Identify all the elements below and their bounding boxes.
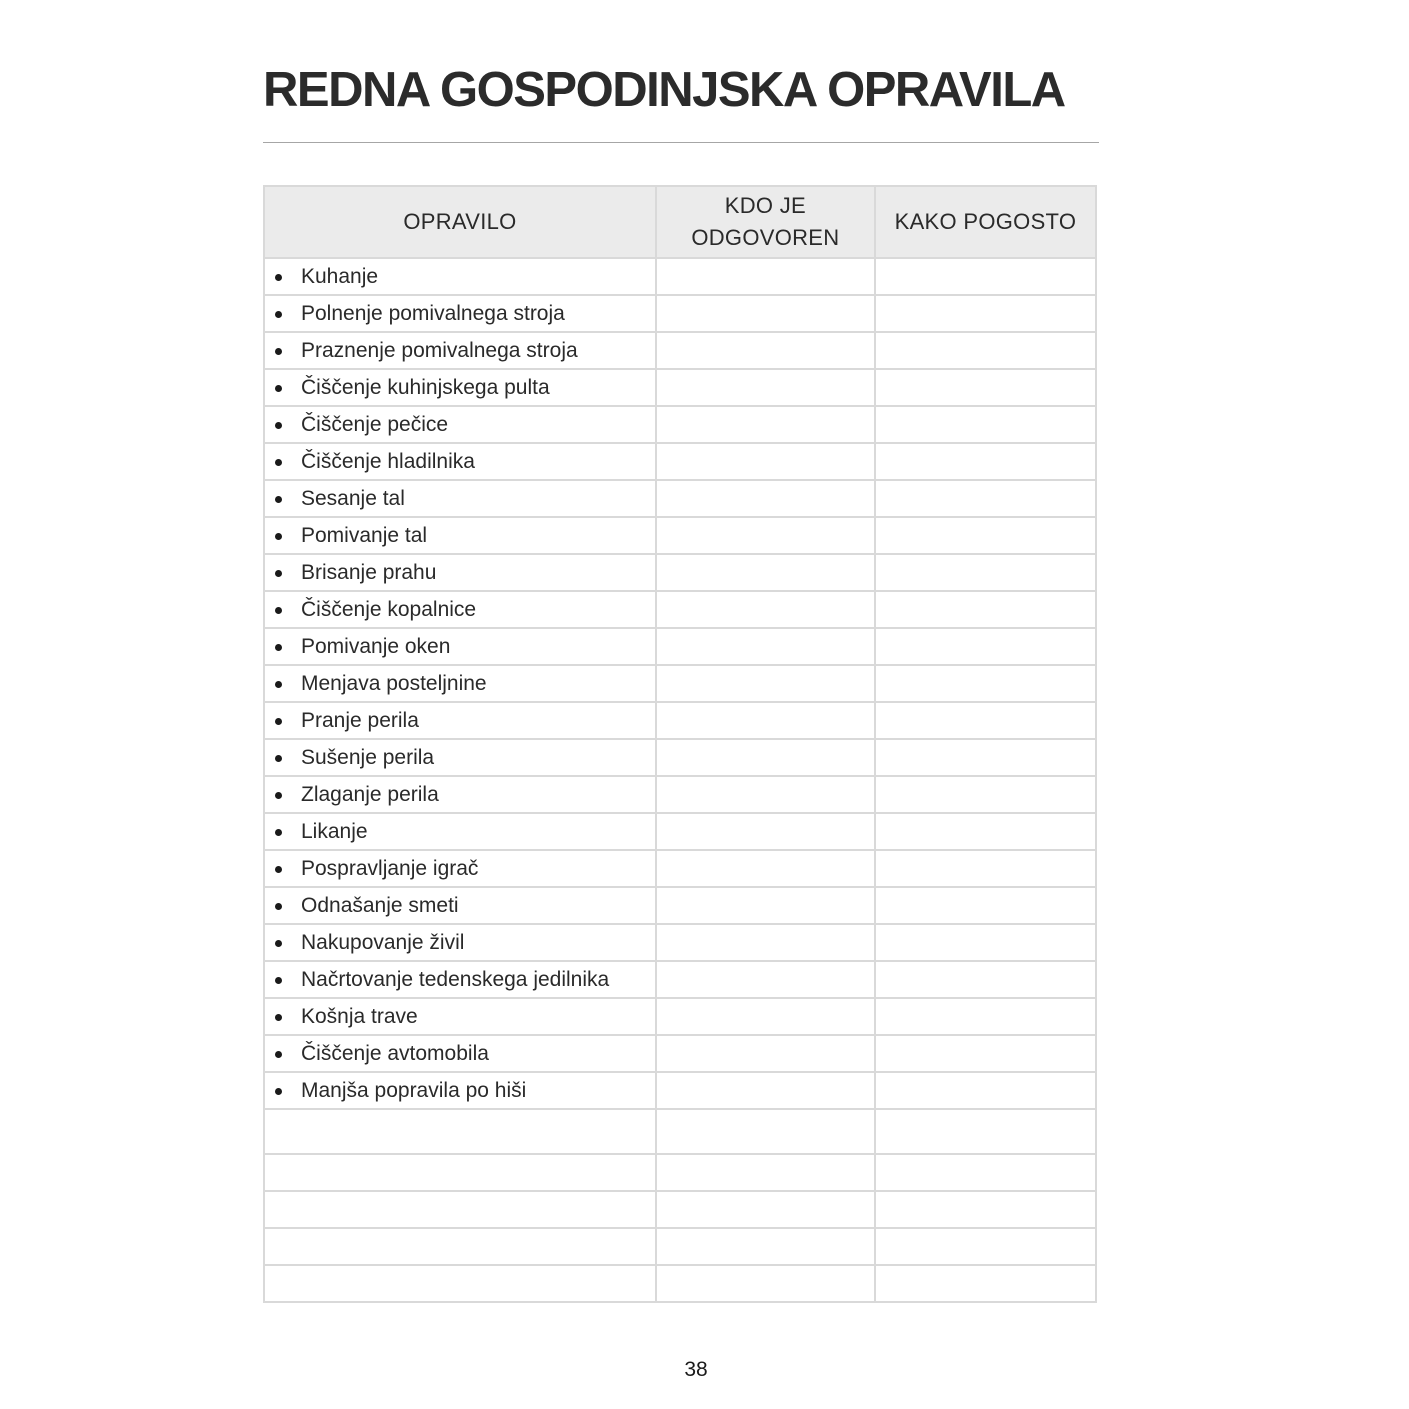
task-label: Pomivanje tal <box>301 523 428 547</box>
task-cell <box>264 850 656 887</box>
task-cell <box>264 628 656 665</box>
bullet-icon <box>275 422 282 429</box>
task-label: Košnja trave <box>301 1004 418 1028</box>
bullet-icon <box>275 792 282 799</box>
who-responsible-cell[interactable] <box>656 406 875 443</box>
bullet-icon <box>275 903 282 910</box>
task-label: Manjša popravila po hiši <box>301 1078 527 1102</box>
bullet-icon <box>275 977 282 984</box>
task-label: Pospravljanje igrač <box>301 856 479 880</box>
task-label: Praznenje pomivalnega stroja <box>301 338 578 362</box>
how-often-cell[interactable] <box>875 406 1096 443</box>
empty-who-cell[interactable] <box>656 1154 875 1191</box>
who-responsible-cell[interactable] <box>656 332 875 369</box>
empty-how-cell[interactable] <box>875 1109 1096 1154</box>
task-label: Sušenje perila <box>301 745 435 769</box>
how-often-cell[interactable] <box>875 850 1096 887</box>
empty-task-cell[interactable] <box>264 1228 656 1265</box>
task-label: Likanje <box>301 819 368 843</box>
who-responsible-cell[interactable] <box>656 554 875 591</box>
page-title: REDNA GOSPODINJSKA OPRAVILA <box>263 63 1065 117</box>
bullet-icon <box>275 496 282 503</box>
empty-row <box>264 1154 1096 1191</box>
bullet-icon <box>275 533 282 540</box>
bullet-icon <box>275 274 282 281</box>
table-row <box>264 517 1096 554</box>
bullet-icon <box>275 718 282 725</box>
who-responsible-cell[interactable] <box>656 480 875 517</box>
empty-task-cell[interactable] <box>264 1265 656 1302</box>
header-who-responsible <box>656 186 875 258</box>
table-row <box>264 369 1096 406</box>
empty-task-cell[interactable] <box>264 1154 656 1191</box>
table-row <box>264 739 1096 776</box>
task-label: Zlaganje perila <box>301 782 439 806</box>
who-responsible-cell[interactable] <box>656 369 875 406</box>
bullet-icon <box>275 829 282 836</box>
table-row <box>264 702 1096 739</box>
task-cell <box>264 961 656 998</box>
task-cell <box>264 998 656 1035</box>
how-often-cell[interactable] <box>875 369 1096 406</box>
task-cell <box>264 517 656 554</box>
who-responsible-cell[interactable] <box>656 628 875 665</box>
who-responsible-cell[interactable] <box>656 258 875 295</box>
who-responsible-cell[interactable] <box>656 924 875 961</box>
how-often-cell[interactable] <box>875 554 1096 591</box>
page-number: 38 <box>684 1358 708 1381</box>
how-often-cell[interactable] <box>875 702 1096 739</box>
header-who-line1: KDO JE <box>724 193 807 218</box>
who-responsible-cell[interactable] <box>656 295 875 332</box>
header-how-often: KAKO POGOSTO <box>875 186 1096 258</box>
bullet-icon <box>275 1088 282 1095</box>
task-cell <box>264 924 656 961</box>
bullet-icon <box>275 385 282 392</box>
empty-who-cell[interactable] <box>656 1265 875 1302</box>
task-label: Čiščenje hladilnika <box>301 449 475 473</box>
task-label: Sesanje tal <box>301 486 405 510</box>
empty-task-cell[interactable] <box>264 1191 656 1228</box>
table-header-row <box>264 186 1096 258</box>
task-label: Čiščenje kopalnice <box>301 597 477 621</box>
how-often-cell[interactable] <box>875 628 1096 665</box>
how-often-cell[interactable] <box>875 998 1096 1035</box>
how-often-cell[interactable] <box>875 813 1096 850</box>
table-row <box>264 628 1096 665</box>
table-row <box>264 776 1096 813</box>
table-row <box>264 665 1096 702</box>
table-row <box>264 295 1096 332</box>
table-row <box>264 332 1096 369</box>
how-often-cell[interactable] <box>875 443 1096 480</box>
task-label: Čiščenje avtomobila <box>301 1041 489 1065</box>
bullet-icon <box>275 866 282 873</box>
task-cell <box>264 480 656 517</box>
title-divider <box>263 142 1099 143</box>
who-responsible-cell[interactable] <box>656 665 875 702</box>
task-cell <box>264 554 656 591</box>
empty-row <box>264 1109 1096 1154</box>
how-often-cell[interactable] <box>875 591 1096 628</box>
bullet-icon <box>275 940 282 947</box>
how-often-cell[interactable] <box>875 332 1096 369</box>
table-row <box>264 1035 1096 1072</box>
table-row <box>264 887 1096 924</box>
how-often-cell[interactable] <box>875 258 1096 295</box>
how-often-cell[interactable] <box>875 1072 1096 1109</box>
task-cell <box>264 406 656 443</box>
task-cell <box>264 591 656 628</box>
table-body <box>264 258 1096 1302</box>
bullet-icon <box>275 311 282 318</box>
task-label: Odnašanje smeti <box>301 893 459 917</box>
who-responsible-cell[interactable] <box>656 887 875 924</box>
task-label: Kuhanje <box>301 264 379 288</box>
bullet-icon <box>275 755 282 762</box>
bullet-icon <box>275 681 282 688</box>
table-row <box>264 850 1096 887</box>
table-row <box>264 813 1096 850</box>
empty-how-cell[interactable] <box>875 1191 1096 1228</box>
task-label: Čiščenje kuhinjskega pulta <box>301 375 550 399</box>
empty-row <box>264 1191 1096 1228</box>
bullet-icon <box>275 607 282 614</box>
table-row <box>264 554 1096 591</box>
table-row <box>264 443 1096 480</box>
table-row <box>264 1072 1096 1109</box>
task-cell <box>264 776 656 813</box>
chores-table <box>263 185 1097 1303</box>
task-cell <box>264 369 656 406</box>
task-cell <box>264 1035 656 1072</box>
task-label: Pranje perila <box>301 708 419 732</box>
how-often-cell[interactable] <box>875 924 1096 961</box>
table-row <box>264 961 1096 998</box>
bullet-icon <box>275 644 282 651</box>
who-responsible-cell[interactable] <box>656 1035 875 1072</box>
table-row <box>264 258 1096 295</box>
task-cell <box>264 702 656 739</box>
task-label: Čiščenje pečice <box>301 412 449 436</box>
task-label: Polnenje pomivalnega stroja <box>301 301 565 325</box>
who-responsible-cell[interactable] <box>656 776 875 813</box>
task-cell <box>264 1072 656 1109</box>
empty-how-cell[interactable] <box>875 1265 1096 1302</box>
who-responsible-cell[interactable] <box>656 813 875 850</box>
table-row <box>264 480 1096 517</box>
empty-task-cell[interactable] <box>264 1109 656 1154</box>
empty-row <box>264 1228 1096 1265</box>
bullet-icon <box>275 459 282 466</box>
bullet-icon <box>275 1051 282 1058</box>
task-cell <box>264 332 656 369</box>
who-responsible-cell[interactable] <box>656 739 875 776</box>
table-row <box>264 406 1096 443</box>
how-often-cell[interactable] <box>875 961 1096 998</box>
task-label: Pomivanje oken <box>301 634 451 658</box>
how-often-cell[interactable] <box>875 776 1096 813</box>
empty-who-cell[interactable] <box>656 1109 875 1154</box>
who-responsible-cell[interactable] <box>656 702 875 739</box>
empty-how-cell[interactable] <box>875 1228 1096 1265</box>
bullet-icon <box>275 1014 282 1021</box>
how-often-cell[interactable] <box>875 665 1096 702</box>
who-responsible-cell[interactable] <box>656 961 875 998</box>
how-often-cell[interactable] <box>875 295 1096 332</box>
task-cell <box>264 739 656 776</box>
task-cell <box>264 295 656 332</box>
table-row <box>264 591 1096 628</box>
header-who-line2: ODGOVOREN <box>691 225 840 250</box>
task-label: Nakupovanje živil <box>301 930 465 954</box>
empty-who-cell[interactable] <box>656 1228 875 1265</box>
how-often-cell[interactable] <box>875 739 1096 776</box>
empty-row <box>264 1265 1096 1302</box>
task-cell <box>264 258 656 295</box>
who-responsible-cell[interactable] <box>656 998 875 1035</box>
table-row <box>264 924 1096 961</box>
who-responsible-cell[interactable] <box>656 517 875 554</box>
task-label: Menjava posteljnine <box>301 671 487 695</box>
task-label: Brisanje prahu <box>301 560 437 584</box>
task-cell <box>264 813 656 850</box>
who-responsible-cell[interactable] <box>656 443 875 480</box>
task-cell <box>264 443 656 480</box>
empty-who-cell[interactable] <box>656 1191 875 1228</box>
how-often-cell[interactable] <box>875 887 1096 924</box>
task-cell <box>264 665 656 702</box>
bullet-icon <box>275 570 282 577</box>
task-cell <box>264 887 656 924</box>
who-responsible-cell[interactable] <box>656 850 875 887</box>
table-row <box>264 998 1096 1035</box>
header-task: OPRAVILO <box>264 186 656 258</box>
task-label: Načrtovanje tedenskega jedilnika <box>301 967 610 991</box>
how-often-cell[interactable] <box>875 480 1096 517</box>
how-often-cell[interactable] <box>875 517 1096 554</box>
who-responsible-cell[interactable] <box>656 591 875 628</box>
empty-how-cell[interactable] <box>875 1154 1096 1191</box>
who-responsible-cell[interactable] <box>656 1072 875 1109</box>
bullet-icon <box>275 348 282 355</box>
how-often-cell[interactable] <box>875 1035 1096 1072</box>
